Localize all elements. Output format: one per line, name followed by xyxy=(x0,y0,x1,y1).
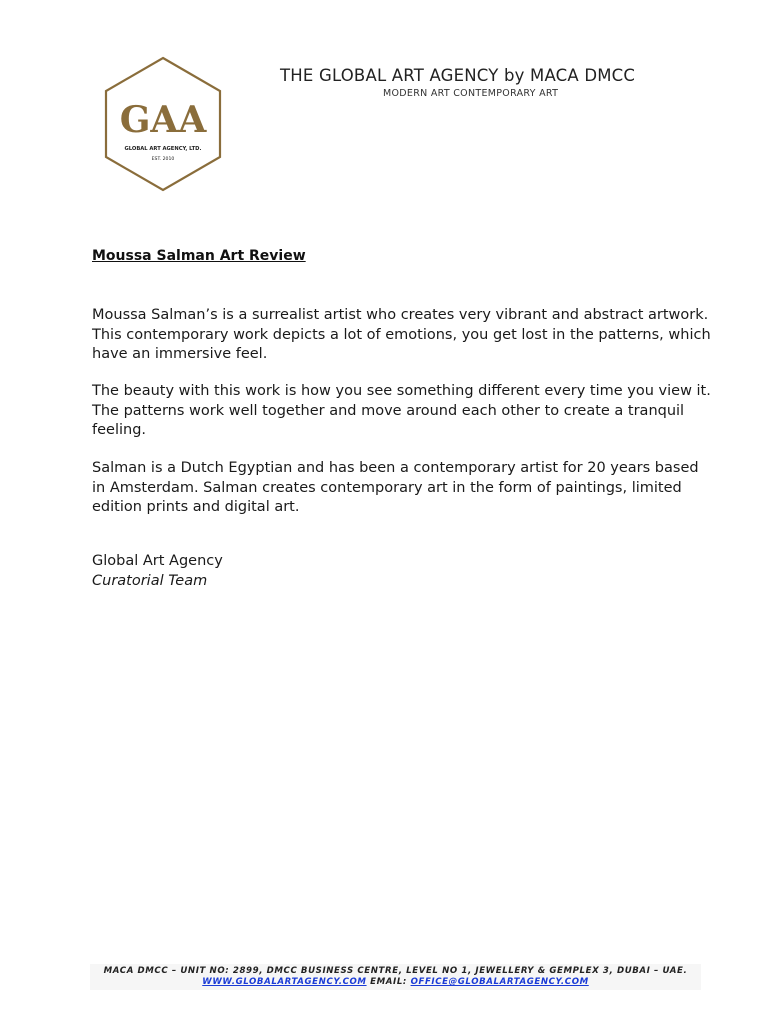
logo-established: EST. 2010 xyxy=(151,157,175,162)
footer xyxy=(90,964,701,990)
logo-monogram: GAA xyxy=(119,99,207,141)
review-paragraph-1: Moussa Salman’s is a surrealist artist who creates very vibrant and abstract artwork. This contemporary work depicts a lot of emotions, you get lost in the patterns, which have an immersive feel. xyxy=(92,307,711,362)
letterhead-subtitle: MODERN ART CONTEMPORARY ART xyxy=(383,88,559,99)
document-title: Moussa Salman Art Review xyxy=(92,248,306,264)
footer-contact xyxy=(90,977,701,988)
website-link[interactable]: WWW.GLOBALARTAGENCY.COM xyxy=(202,977,367,987)
agency-logo xyxy=(103,56,223,192)
review-paragraph-3: Salman is a Dutch Egyptian and has been a contemporary artist for 20 years based in Amsterdam. Salman creates contemporary art in the form of paintings, limited edition prints and digital art. xyxy=(92,460,699,515)
email-label: EMAIL: xyxy=(370,977,407,987)
signature-team: Curatorial Team xyxy=(92,573,208,589)
signature-name: Global Art Agency xyxy=(92,553,223,569)
email-link[interactable]: OFFICE@GLOBALARTAGENCY.COM xyxy=(410,977,589,987)
logo-company-name: GLOBAL ART AGENCY, LTD. xyxy=(124,146,202,152)
letterhead-title: THE GLOBAL ART AGENCY by MACA DMCC xyxy=(280,66,636,85)
footer-address: MACA DMCC – UNIT NO: 2899, DMCC BUSINESS CENTRE, LEVEL NO 1, JEWELLERY & GEMPLEX 3, DUBAI – UAE. xyxy=(103,966,688,976)
review-paragraph-2: The beauty with this work is how you see something different every time you view it. The patterns work well together and move around each other to create a tranquil feeling. xyxy=(92,383,711,438)
